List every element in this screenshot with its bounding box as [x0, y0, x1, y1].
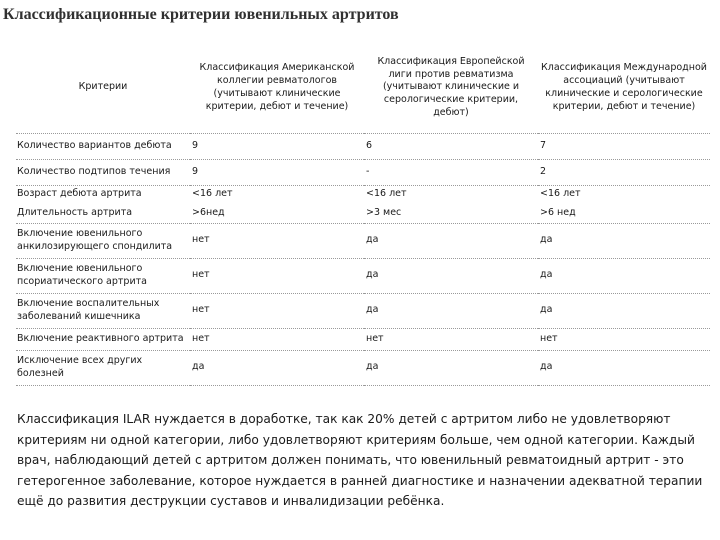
cell-acr: нет	[190, 328, 364, 350]
table-header-row	[16, 43, 710, 133]
cell-eular: да	[364, 350, 538, 385]
header-criteria: Критерии	[16, 43, 190, 133]
cell-ilar: да	[538, 350, 710, 385]
cell-ilar: <16 лет	[540, 188, 581, 200]
cell-eular: да	[364, 223, 538, 258]
row-label: Включение реактивного артрита	[16, 328, 190, 350]
cell-ilar: да	[538, 258, 710, 293]
table-row	[16, 258, 710, 293]
cell-ilar: >6 нед	[538, 204, 710, 223]
table-row	[16, 204, 710, 223]
body-paragraph: Классификация ILAR нуждается в доработке, так как 20% детей с артритом либо не удовлетворяют критериям ни одной категории, либо удовлетворяют критериям больше, чем одной категории. Каждый врач, наблюдающий детей с артритом должен понимать, что ювенильный ревматоидный артрит - это гетерогенное заболевание, которое нуждается в ранней диагностике и назначении адекватной терапии ещё до развития деструкции суставов и инвалидизации ребёнка.	[17, 412, 703, 508]
row-label: Исключение всех других болезней	[16, 350, 190, 385]
row-label: Длительность артрита	[16, 204, 190, 223]
cell-acr: 9	[190, 159, 364, 185]
table-row	[16, 185, 710, 204]
table-row	[16, 328, 710, 350]
criteria-table	[16, 43, 710, 386]
header-ilar: Классификация Международной ассоциаций (учитывают клинические и серологические критерии, дебют и течение)	[538, 43, 710, 133]
cell-acr: 9	[190, 133, 364, 159]
cell-acr: нет	[190, 258, 364, 293]
cell-ilar: да	[538, 293, 710, 328]
table-row	[16, 223, 710, 258]
row-label: Включение ювенильного анкилозирующего спондилита	[16, 223, 190, 258]
cell-acr: >6нед	[190, 204, 364, 223]
cell-eular: да	[364, 258, 538, 293]
cell-acr: нет	[190, 223, 364, 258]
row-label: Количество подтипов течения	[16, 159, 190, 185]
row-label: Количество вариантов дебюта	[16, 133, 190, 159]
cell-ilar: 7	[538, 133, 710, 159]
cell-eular: 6	[364, 133, 538, 159]
cell-acr: нет	[190, 293, 364, 328]
cell-eular: нет	[364, 328, 538, 350]
table-row	[16, 293, 710, 328]
row-label: Включение воспалительных заболеваний кишечника	[16, 293, 190, 328]
cell-ilar: да	[538, 223, 710, 258]
header-eular: Классификация Европейской лиги против ревматизма (учитывают клинические и серологические критерии, дебют)	[364, 43, 538, 133]
header-acr: Классификация Американской коллегии ревматологов (учитывают клинические критерии, дебют и течение)	[190, 43, 364, 133]
cell-eular: >3 мес	[364, 204, 538, 223]
page-title: Классификационные критерии ювенильных артритов	[3, 6, 399, 23]
table-row	[16, 133, 710, 159]
table-row	[16, 159, 710, 185]
cell-eular: <16 лет	[366, 188, 407, 200]
table-row	[16, 350, 710, 385]
cell-eular: -	[364, 159, 538, 185]
row-label: Включение ювенильного псориатического артрита	[16, 258, 190, 293]
row-label: Возраст дебюта артрита	[17, 188, 142, 200]
cell-ilar: нет	[538, 328, 710, 350]
cell-acr: <16 лет	[192, 188, 233, 200]
cell-eular: да	[364, 293, 538, 328]
cell-acr: да	[190, 350, 364, 385]
cell-ilar: 2	[538, 159, 710, 185]
